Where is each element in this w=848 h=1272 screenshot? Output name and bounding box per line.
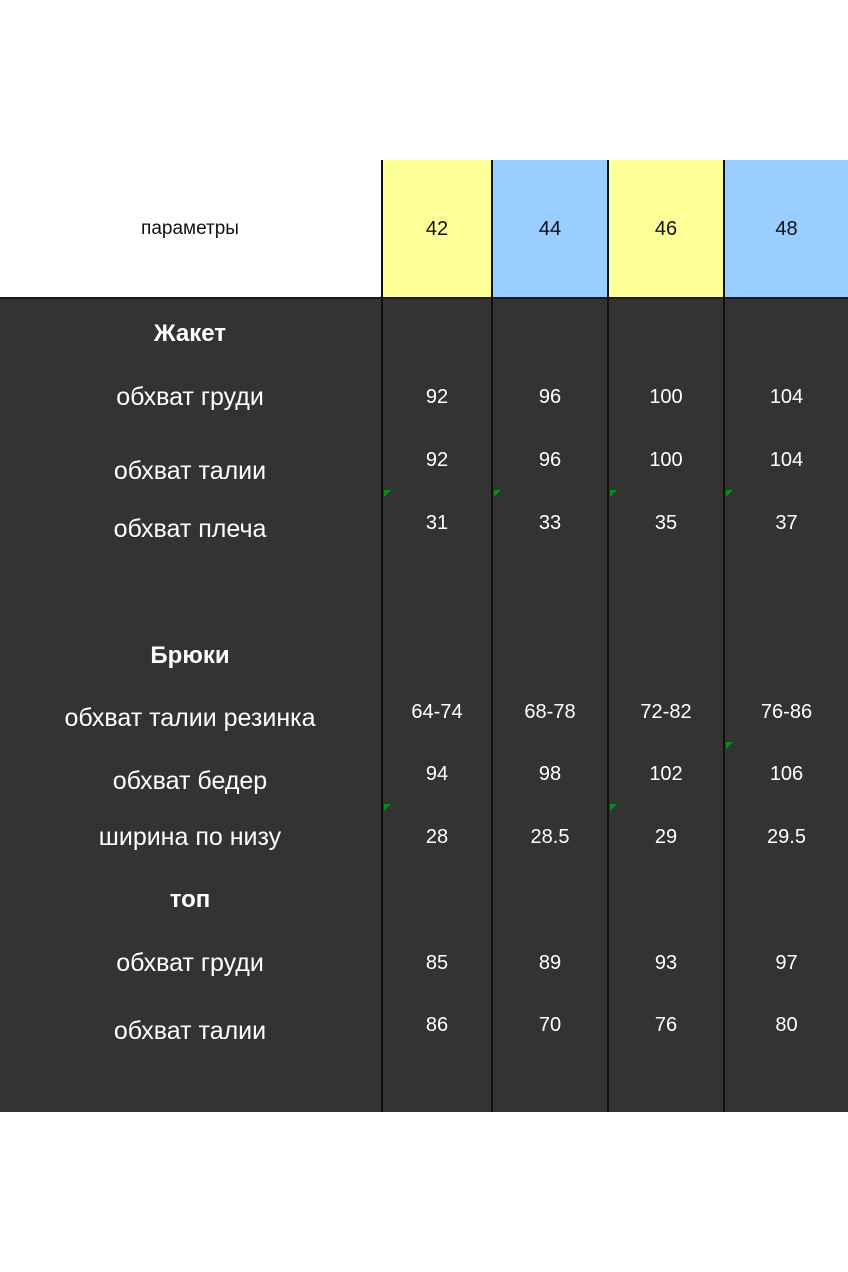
cell-marker	[494, 490, 501, 497]
table-cell: 29.5	[767, 826, 806, 848]
table-cell: 104	[769, 449, 804, 471]
size-header-46: 46	[609, 160, 723, 298]
table-cell: 94	[425, 763, 449, 785]
table-cell: 76	[654, 1014, 678, 1036]
row-label: обхват груди	[116, 383, 264, 411]
row-label: обхват плеча	[113, 515, 267, 543]
row-label: обхват талии	[113, 1017, 267, 1045]
table-cell: 97	[775, 952, 798, 974]
parameters-header: параметры	[141, 218, 239, 239]
table-cell: 89	[538, 952, 562, 974]
table-cell: 96	[538, 386, 562, 408]
row-label: обхват бедер	[112, 767, 268, 795]
cell-marker	[726, 490, 733, 497]
table-cell: 28	[425, 826, 449, 848]
table-cell: 93	[654, 952, 678, 974]
table-cell: 31	[425, 512, 449, 534]
table-cell: 96	[538, 449, 562, 471]
table-cell: 86	[425, 1014, 449, 1036]
table-cell: 76-86	[760, 701, 813, 723]
table-cell: 92	[425, 449, 449, 471]
size-header-42: 42	[383, 160, 491, 298]
cell-marker	[726, 742, 733, 749]
row-label: ширина по низу	[98, 823, 282, 851]
table-cell: 100	[649, 386, 683, 408]
table-cell: 37	[775, 512, 798, 534]
cell-marker	[384, 804, 391, 811]
table-cell: 98	[538, 763, 562, 785]
table-cell: 92	[425, 386, 449, 408]
row-label: обхват талии	[113, 457, 267, 485]
table-cell: 106	[769, 763, 804, 785]
size-header-44: 44	[493, 160, 607, 298]
table-cell: 104	[769, 386, 804, 408]
cell-marker	[610, 804, 617, 811]
table-cell: 29	[654, 826, 678, 848]
cell-marker	[610, 490, 617, 497]
table-cell: 64-74	[411, 701, 463, 723]
table-cell: 28.5	[530, 826, 570, 848]
cell-marker	[384, 490, 391, 497]
size-header-48: 48	[725, 160, 848, 298]
table-cell: 33	[538, 512, 562, 534]
section-title-top: топ	[169, 886, 211, 913]
table-cell: 85	[425, 952, 449, 974]
table-cell: 80	[775, 1014, 798, 1036]
table-cell: 102	[649, 763, 683, 785]
section-title-trousers: Брюки	[150, 642, 230, 669]
table-cell: 35	[654, 512, 678, 534]
table-cell: 100	[649, 449, 683, 471]
row-label: обхват талии резинка	[64, 704, 316, 732]
section-title-jacket: Жакет	[153, 320, 227, 347]
table-cell: 70	[538, 1014, 562, 1036]
header-divider	[0, 297, 848, 299]
table-cell: 68-78	[524, 701, 576, 723]
table-cell: 72-82	[640, 701, 692, 723]
row-label: обхват груди	[116, 949, 264, 977]
